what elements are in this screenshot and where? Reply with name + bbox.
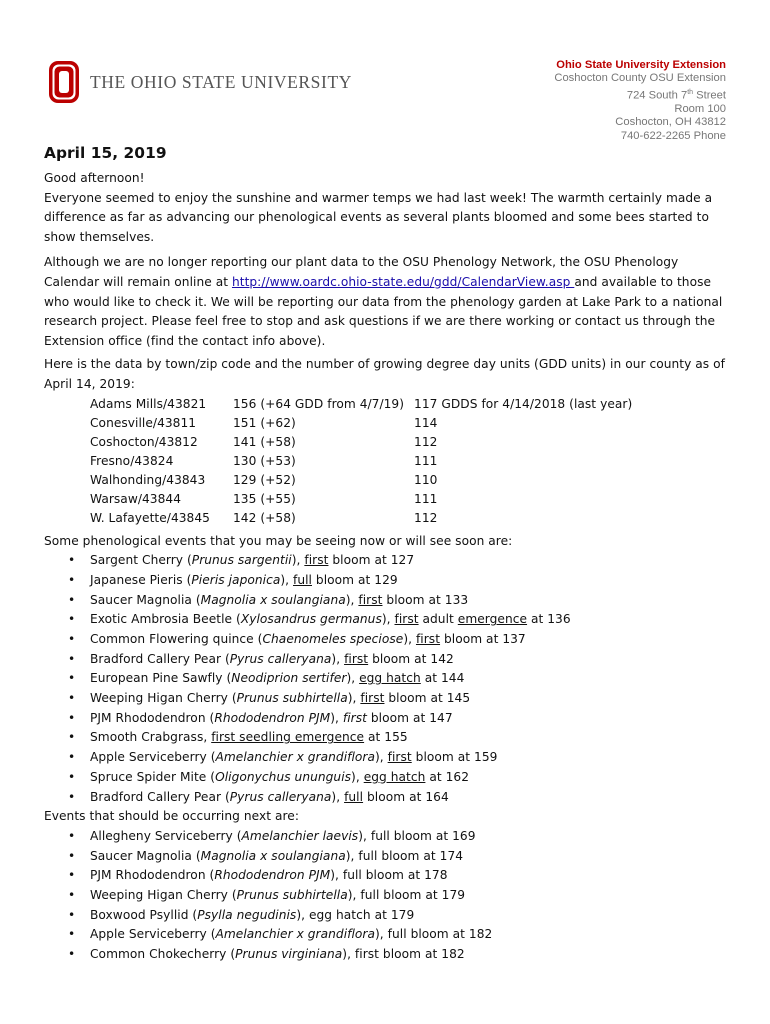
town-zip: W. Lafayette/43845	[90, 510, 210, 525]
list-item: • Exotic Ambrosia Beetle (Xylosandrus germanus), first adult emergence at 136	[44, 610, 734, 630]
list-item: • Apple Serviceberry (Amelanchier x grandiflora), first bloom at 159	[44, 748, 734, 768]
gdd-value: 135 (+55)	[233, 491, 296, 506]
gdd-value: 141 (+58)	[233, 434, 296, 449]
list-item: • Spruce Spider Mite (Oligonychus ununguis), egg hatch at 162	[44, 768, 734, 788]
list-item: • European Pine Sawfly (Neodiprion sertifer), egg hatch at 144	[44, 669, 734, 689]
greeting: Good afternoon!	[44, 171, 145, 185]
scientific-name: Psylla negudinis	[197, 907, 297, 922]
scientific-name: Magnolia x soulangiana	[200, 848, 346, 863]
gdd-value: 151 (+62)	[233, 415, 296, 430]
town-zip: Walhonding/43843	[90, 472, 206, 487]
town-zip: Fresno/43824	[90, 453, 174, 468]
table-row	[90, 452, 642, 471]
scientific-name: Neodiprion sertifer	[231, 671, 347, 686]
last-year-gdd: 111	[414, 453, 438, 468]
last-year-gdd: 111	[414, 491, 438, 506]
list-item: • PJM Rhododendron (Rhododendron PJM), full bloom at 178	[44, 866, 734, 886]
list-item: • Boxwood Psyllid (Psylla negudinis), egg hatch at 179	[44, 906, 734, 926]
last-year-gdd: 112	[414, 434, 438, 449]
scientific-name: Pyrus calleryana	[229, 651, 332, 666]
event-stage: first	[394, 612, 419, 627]
scientific-name: Prunus subhirtella	[236, 691, 348, 706]
table-row	[90, 395, 642, 414]
event-stage: first	[358, 592, 383, 607]
list-item: • Common Flowering quince (Chaenomeles speciose), first bloom at 137	[44, 630, 734, 650]
list-item: • Weeping Higan Cherry (Prunus subhirtella), full bloom at 179	[44, 886, 734, 906]
next-events-list	[44, 827, 734, 965]
event-stage: first	[360, 691, 385, 706]
scientific-name: Prunus subhirtella	[236, 887, 348, 902]
scientific-name: Prunus virginiana	[235, 947, 343, 962]
university-name: THE OHIO STATE UNIVERSITY	[90, 71, 352, 92]
last-year-gdd: 110	[414, 472, 438, 487]
town-zip: Adams Mills/43821	[90, 396, 207, 411]
table-row	[90, 490, 642, 509]
event-stage: egg hatch	[363, 769, 426, 784]
scientific-name: Rhododendron PJM	[214, 710, 331, 725]
last-year-gdd: 114	[414, 415, 438, 430]
city: Coshocton, OH 43812	[615, 116, 726, 129]
paragraph-3: Here is the data by town/zip code and the number of growing degree day units (GDD units) in our county as of April 14, 2019:	[44, 357, 725, 391]
event-stage: full	[293, 572, 312, 587]
address-block	[554, 59, 726, 143]
scientific-name: Oligonychus ununguis	[215, 769, 352, 784]
paragraph-2: Although we are no longer reporting our plant data to the OSU Phenology Network, the OSU Phenology Calendar will remain online at http://www.oardc.ohio-state.edu/gdd/CalendarView.asp and available to those who would like to check it. We will be reporting our data from the phenology garden at Lake Park to a national research project. Please feel free to stop and ask questions if we are there working or contact us through the Extension office (find the contact info above).	[44, 255, 723, 348]
office-name: Coshocton County OSU Extension	[554, 72, 726, 85]
event-stage: egg hatch	[359, 671, 421, 686]
list-item: • Weeping Higan Cherry (Prunus subhirtella), first bloom at 145	[44, 689, 734, 709]
event-stage: first	[304, 553, 329, 568]
scientific-name: Magnolia x soulangiana	[200, 592, 346, 607]
scientific-name: Xylosandrus germanus	[240, 612, 382, 627]
gdd-value: 142 (+58)	[233, 510, 296, 525]
letter-date: April 15, 2019	[44, 144, 167, 162]
table-row	[90, 509, 642, 528]
gdd-value: 156 (+64 GDD from 4/7/19)	[233, 396, 405, 411]
phenology-calendar-link[interactable]: http://www.oardc.ohio-state.edu/gdd/CalendarView.asp	[231, 274, 575, 289]
gdd-value: 129 (+52)	[233, 472, 296, 487]
scientific-name: Amelanchier x grandiflora	[215, 750, 375, 765]
gdd-table	[90, 395, 642, 528]
event-stage: first	[342, 710, 367, 725]
table-row	[90, 433, 642, 452]
list-item: • Japanese Pieris (Pieris japonica), full bloom at 129	[44, 571, 734, 591]
scientific-name: Chaenomeles speciose	[262, 631, 404, 646]
event-stage: first	[387, 750, 412, 765]
event-stage: first	[415, 631, 441, 646]
scientific-name: Rhododendron PJM	[214, 868, 331, 883]
gdd-value: 130 (+53)	[233, 453, 296, 468]
event-stage: emergence	[457, 612, 528, 627]
list-item: • Allegheny Serviceberry (Amelanchier laevis), full bloom at 169	[44, 827, 734, 847]
street-address: 724 South 7th Street	[626, 88, 726, 102]
scientific-name: Prunus sargentii	[191, 553, 292, 568]
osu-logo	[48, 60, 352, 104]
town-zip: Conesville/43811	[90, 415, 197, 430]
list-item: • Common Chokecherry (Prunus virginiana), first bloom at 182	[44, 945, 734, 965]
letter-body	[44, 143, 734, 965]
phone: 740-622-2265 Phone	[620, 129, 726, 142]
last-year-gdd: 117 GDDS for 4/14/2018 (last year)	[414, 396, 633, 411]
scientific-name: Pieris japonica	[191, 572, 281, 587]
scientific-name: Pyrus calleryana	[229, 789, 332, 804]
list-item: • Bradford Callery Pear (Pyrus calleryana), first bloom at 142	[44, 650, 734, 670]
list-item: • Apple Serviceberry (Amelanchier x grandiflora), full bloom at 182	[44, 925, 734, 945]
scientific-name: Amelanchier x grandiflora	[215, 927, 375, 942]
next-events-intro: Events that should be occurring next are:	[44, 809, 299, 824]
scientific-name: Amelanchier laevis	[241, 828, 359, 843]
town-zip: Coshocton/43812	[90, 434, 198, 449]
block-o-icon	[48, 60, 80, 104]
events-intro: Some phenological events that you may be seeing now or will see soon are:	[44, 533, 513, 548]
event-stage: first	[344, 651, 369, 666]
table-row	[90, 471, 642, 490]
event-stage: first seedling emergence	[211, 730, 365, 745]
paragraph-1: Everyone seemed to enjoy the sunshine and warmer temps we had last week! The warmth certainly made a difference as far as advancing our phenological events as several plants bloomed and some bees started to show themselves.	[44, 190, 713, 244]
events-list	[44, 551, 734, 807]
event-stage: full	[344, 789, 364, 804]
list-item: • Saucer Magnolia (Magnolia x soulangiana), full bloom at 174	[44, 847, 734, 867]
list-item: • Sargent Cherry (Prunus sargentii), first bloom at 127	[44, 551, 734, 571]
town-zip: Warsaw/43844	[90, 491, 182, 506]
list-item: • Saucer Magnolia (Magnolia x soulangiana), first bloom at 133	[44, 591, 734, 611]
list-item: • Bradford Callery Pear (Pyrus calleryana), full bloom at 164	[44, 788, 734, 808]
room: Room 100	[674, 102, 726, 115]
table-row	[90, 414, 642, 433]
list-item: • Smooth Crabgrass, first seedling emergence at 155	[44, 728, 734, 748]
org-name: Ohio State University Extension	[556, 59, 726, 71]
list-item: • PJM Rhododendron (Rhododendron PJM), first bloom at 147	[44, 709, 734, 729]
last-year-gdd: 112	[414, 510, 438, 525]
